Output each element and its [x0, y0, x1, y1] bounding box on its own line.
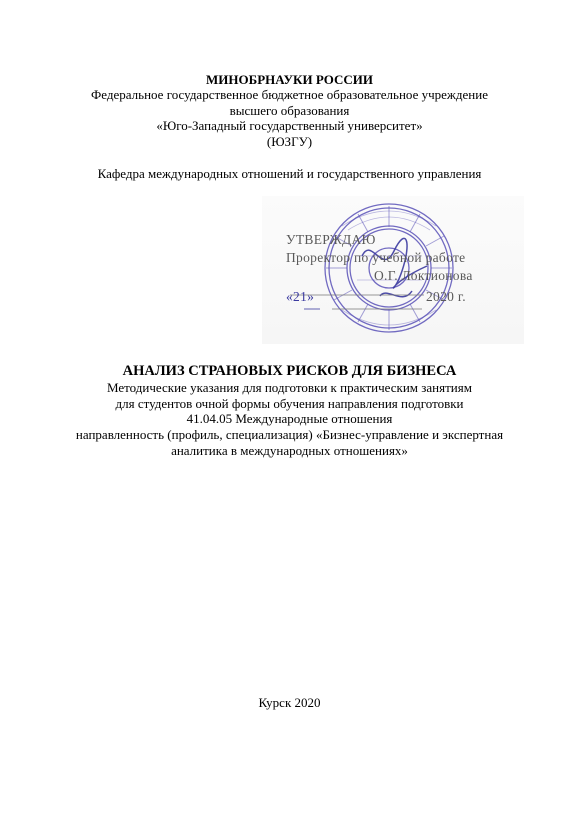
department-name: Кафедра международных отношений и государственного управления [97, 166, 482, 181]
institution-line-1: Федеральное государственное бюджетное образовательное учреждение [91, 87, 488, 102]
subtitle-line-3: 41.04.05 Международные отношения [186, 411, 393, 426]
subtitle-line-2: для студентов очной формы обучения направления подготовки [115, 396, 464, 411]
approval-date-day: «21» [286, 289, 315, 304]
ministry-heading: МИНОБРНАУКИ РОССИИ [206, 72, 373, 87]
document-title: АНАЛИЗ СТРАНОВЫХ РИСКОВ ДЛЯ БИЗНЕСА [122, 363, 457, 379]
approval-name: О.Г. Локтионова [374, 268, 473, 283]
university-name: «Юго-Западный государственный университет» [156, 118, 423, 133]
approval-date-year: 2020 г. [426, 289, 466, 304]
university-abbrev: (ЮЗГУ) [266, 134, 313, 149]
subtitle-line-5: аналитика в международных отношениях» [171, 443, 408, 458]
approval-stamp-block [262, 196, 524, 344]
city-year: Курск 2020 [258, 695, 321, 710]
subtitle-line-4: направленность (профиль, специализация) «Бизнес-управление и экспертная [75, 427, 504, 442]
approval-approved: УТВЕРЖДАЮ [286, 232, 376, 247]
institution-line-2: высшего образования [229, 103, 350, 118]
approval-position: Проректор по учебной работе [286, 250, 466, 265]
subtitle-line-1: Методические указания для подготовки к практическим занятиям [107, 380, 472, 395]
